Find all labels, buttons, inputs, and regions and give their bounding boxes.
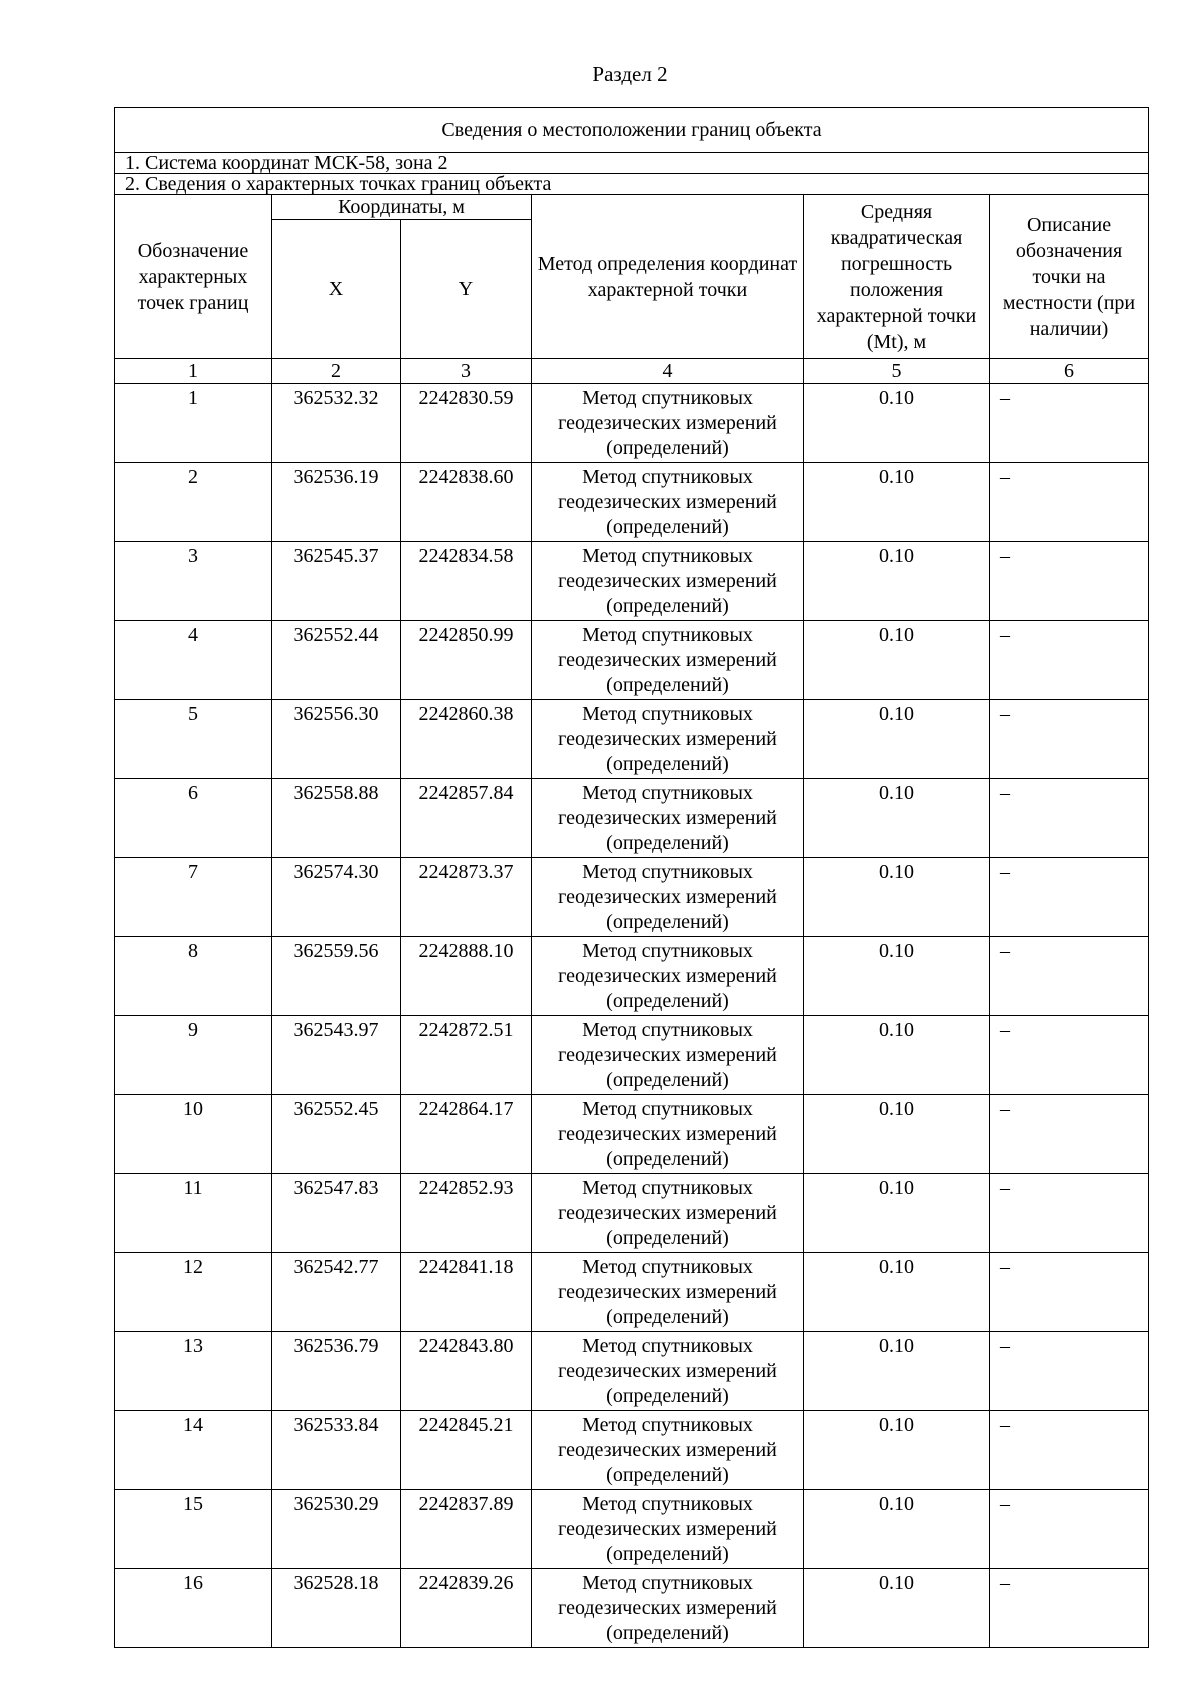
header-coordinates: Координаты, м — [272, 195, 532, 220]
x-coordinate-cell: 362543.97 — [272, 1016, 401, 1095]
point-cell: 10 — [115, 1095, 272, 1174]
point-cell: 2 — [115, 463, 272, 542]
column-numbers-row — [115, 359, 1149, 384]
accuracy-cell: 0.10 — [804, 1253, 990, 1332]
table-row — [115, 621, 1149, 700]
boundary-points-table — [114, 107, 1149, 1648]
accuracy-cell: 0.10 — [804, 1490, 990, 1569]
point-cell: 11 — [115, 1174, 272, 1253]
column-number: 3 — [401, 359, 532, 384]
y-coordinate-cell: 2242839.26 — [401, 1569, 532, 1648]
x-coordinate-cell: 362545.37 — [272, 542, 401, 621]
header-accuracy: Средняя квадратическая погрешность положения характерной точки (Mt), м — [804, 195, 990, 359]
y-coordinate-cell: 2242852.93 — [401, 1174, 532, 1253]
x-coordinate-cell: 362547.83 — [272, 1174, 401, 1253]
table-row — [115, 937, 1149, 1016]
accuracy-cell: 0.10 — [804, 858, 990, 937]
table-row — [115, 700, 1149, 779]
x-coordinate-cell: 362559.56 — [272, 937, 401, 1016]
y-coordinate-cell: 2242845.21 — [401, 1411, 532, 1490]
method-cell: Метод спутниковых геодезических измерений (определений) — [532, 1332, 804, 1411]
points-caption: 2. Сведения о характерных точках границ объекта — [115, 174, 1149, 195]
method-cell: Метод спутниковых геодезических измерений (определений) — [532, 1016, 804, 1095]
table-row — [115, 1095, 1149, 1174]
table-row — [115, 1569, 1149, 1648]
description-cell: – — [990, 542, 1149, 621]
description-cell: – — [990, 1174, 1149, 1253]
accuracy-cell: 0.10 — [804, 779, 990, 858]
y-coordinate-cell: 2242873.37 — [401, 858, 532, 937]
method-cell: Метод спутниковых геодезических измерений (определений) — [532, 700, 804, 779]
points-caption-row — [115, 174, 1149, 195]
coordinate-system-row — [115, 153, 1149, 174]
table-row — [115, 1411, 1149, 1490]
table-row — [115, 1016, 1149, 1095]
y-coordinate-cell: 2242837.89 — [401, 1490, 532, 1569]
accuracy-cell: 0.10 — [804, 463, 990, 542]
table-row — [115, 463, 1149, 542]
point-cell: 13 — [115, 1332, 272, 1411]
point-cell: 4 — [115, 621, 272, 700]
y-coordinate-cell: 2242872.51 — [401, 1016, 532, 1095]
column-number: 2 — [272, 359, 401, 384]
description-cell: – — [990, 1490, 1149, 1569]
method-cell: Метод спутниковых геодезических измерений (определений) — [532, 1253, 804, 1332]
accuracy-cell: 0.10 — [804, 1095, 990, 1174]
point-cell: 16 — [115, 1569, 272, 1648]
coordinate-system: 1. Система координат МСК-58, зона 2 — [115, 153, 1149, 174]
description-cell: – — [990, 621, 1149, 700]
method-cell: Метод спутниковых геодезических измерений (определений) — [532, 463, 804, 542]
accuracy-cell: 0.10 — [804, 384, 990, 463]
point-cell: 6 — [115, 779, 272, 858]
method-cell: Метод спутниковых геодезических измерений (определений) — [532, 1174, 804, 1253]
y-coordinate-cell: 2242857.84 — [401, 779, 532, 858]
header-point-designation: Обозначение характерных точек границ — [115, 195, 272, 359]
y-coordinate-cell: 2242864.17 — [401, 1095, 532, 1174]
column-number: 1 — [115, 359, 272, 384]
description-cell: – — [990, 700, 1149, 779]
description-cell: – — [990, 858, 1149, 937]
point-cell: 15 — [115, 1490, 272, 1569]
x-coordinate-cell: 362528.18 — [272, 1569, 401, 1648]
description-cell: – — [990, 1411, 1149, 1490]
accuracy-cell: 0.10 — [804, 542, 990, 621]
column-number: 5 — [804, 359, 990, 384]
table-title: Сведения о местоположении границ объекта — [115, 108, 1149, 153]
table-row — [115, 384, 1149, 463]
x-coordinate-cell: 362574.30 — [272, 858, 401, 937]
description-cell: – — [990, 779, 1149, 858]
point-cell: 12 — [115, 1253, 272, 1332]
table-row — [115, 1174, 1149, 1253]
header-description: Описание обозначения точки на местности (при наличии) — [990, 195, 1149, 359]
x-coordinate-cell: 362542.77 — [272, 1253, 401, 1332]
description-cell: – — [990, 463, 1149, 542]
section-heading: Раздел 2 — [592, 62, 668, 86]
table-row — [115, 1332, 1149, 1411]
table-row — [115, 779, 1149, 858]
description-cell: – — [990, 937, 1149, 1016]
description-cell: – — [990, 1332, 1149, 1411]
x-coordinate-cell: 362536.79 — [272, 1332, 401, 1411]
table-row — [115, 1490, 1149, 1569]
table-row — [115, 1253, 1149, 1332]
description-cell: – — [990, 1016, 1149, 1095]
accuracy-cell: 0.10 — [804, 937, 990, 1016]
point-cell: 3 — [115, 542, 272, 621]
point-cell: 7 — [115, 858, 272, 937]
accuracy-cell: 0.10 — [804, 1411, 990, 1490]
column-number: 6 — [990, 359, 1149, 384]
point-cell: 5 — [115, 700, 272, 779]
description-cell: – — [990, 1095, 1149, 1174]
accuracy-cell: 0.10 — [804, 621, 990, 700]
x-coordinate-cell: 362552.44 — [272, 621, 401, 700]
method-cell: Метод спутниковых геодезических измерений (определений) — [532, 542, 804, 621]
y-coordinate-cell: 2242843.80 — [401, 1332, 532, 1411]
description-cell: – — [990, 1253, 1149, 1332]
point-cell: 1 — [115, 384, 272, 463]
point-cell: 14 — [115, 1411, 272, 1490]
x-coordinate-cell: 362530.29 — [272, 1490, 401, 1569]
accuracy-cell: 0.10 — [804, 700, 990, 779]
y-coordinate-cell: 2242888.10 — [401, 937, 532, 1016]
method-cell: Метод спутниковых геодезических измерений (определений) — [532, 1490, 804, 1569]
y-coordinate-cell: 2242860.38 — [401, 700, 532, 779]
y-coordinate-cell: 2242850.99 — [401, 621, 532, 700]
header-y: Y — [401, 220, 532, 359]
method-cell: Метод спутниковых геодезических измерений (определений) — [532, 858, 804, 937]
header-x: X — [272, 220, 401, 359]
method-cell: Метод спутниковых геодезических измерений (определений) — [532, 384, 804, 463]
method-cell: Метод спутниковых геодезических измерений (определений) — [532, 937, 804, 1016]
point-cell: 9 — [115, 1016, 272, 1095]
x-coordinate-cell: 362558.88 — [272, 779, 401, 858]
x-coordinate-cell: 362556.30 — [272, 700, 401, 779]
method-cell: Метод спутниковых геодезических измерений (определений) — [532, 779, 804, 858]
y-coordinate-cell: 2242838.60 — [401, 463, 532, 542]
y-coordinate-cell: 2242834.58 — [401, 542, 532, 621]
y-coordinate-cell: 2242841.18 — [401, 1253, 532, 1332]
method-cell: Метод спутниковых геодезических измерений (определений) — [532, 1569, 804, 1648]
table-row — [115, 542, 1149, 621]
x-coordinate-cell: 362536.19 — [272, 463, 401, 542]
table-row — [115, 858, 1149, 937]
accuracy-cell: 0.10 — [804, 1332, 990, 1411]
method-cell: Метод спутниковых геодезических измерений (определений) — [532, 1411, 804, 1490]
x-coordinate-cell: 362532.32 — [272, 384, 401, 463]
y-coordinate-cell: 2242830.59 — [401, 384, 532, 463]
accuracy-cell: 0.10 — [804, 1569, 990, 1648]
accuracy-cell: 0.10 — [804, 1174, 990, 1253]
header-method: Метод определения координат характерной точки — [532, 195, 804, 359]
description-cell: – — [990, 384, 1149, 463]
method-cell: Метод спутниковых геодезических измерений (определений) — [532, 1095, 804, 1174]
description-cell: – — [990, 1569, 1149, 1648]
x-coordinate-cell: 362552.45 — [272, 1095, 401, 1174]
header-row-1 — [115, 195, 1149, 220]
method-cell: Метод спутниковых геодезических измерений (определений) — [532, 621, 804, 700]
point-cell: 8 — [115, 937, 272, 1016]
accuracy-cell: 0.10 — [804, 1016, 990, 1095]
column-number: 4 — [532, 359, 804, 384]
x-coordinate-cell: 362533.84 — [272, 1411, 401, 1490]
table-title-row — [115, 108, 1149, 153]
